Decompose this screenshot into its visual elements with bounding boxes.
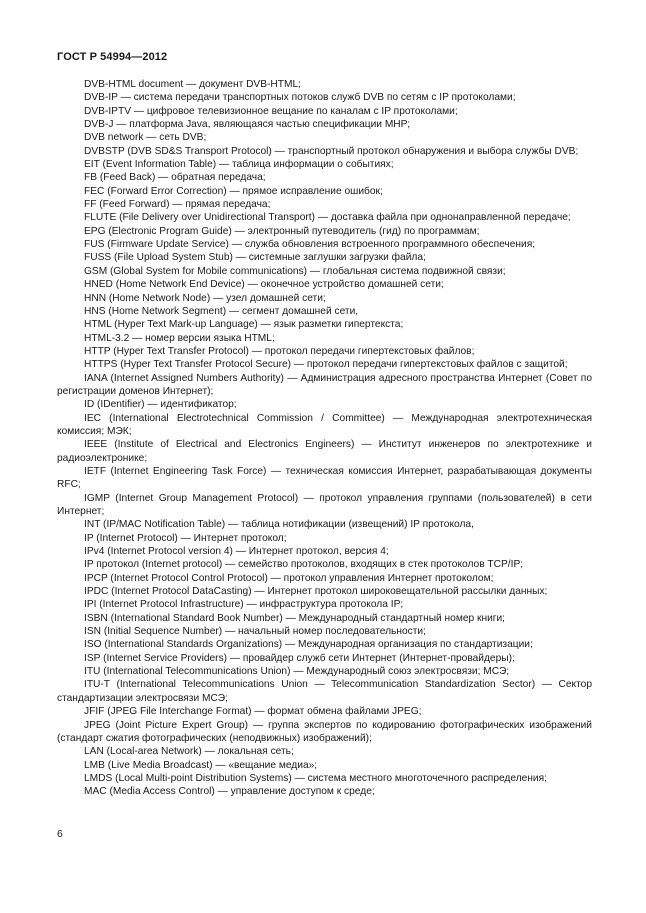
abbreviation-entry: DVB-J — платформа Java, являющаяся частью спецификации МНР; — [84, 119, 411, 131]
abbreviation-entry: HTML (Hyper Text Mark-up Language) — язык разметки гипертекста; — [84, 319, 404, 331]
abbreviation-entry: EIT (Event Information Table) — таблица информации о событиях; — [84, 159, 394, 171]
abbreviation-entry: HTTP (Hyper Text Transfer Protocol) — протокол передачи гипертекстовых файлов; — [84, 345, 475, 357]
abbreviation-entry: LAN (Local-area Network) — локальная сеть; — [84, 746, 294, 758]
abbreviation-entry: HTTPS (Hyper Text Transfer Protocol Secure) — протокол передачи гипертекстовых файлов с защитой; — [84, 359, 568, 371]
abbreviation-entry: FEC (Forward Error Correction) — прямое исправление ошибок; — [84, 185, 383, 197]
page-number: 6 — [57, 828, 63, 840]
abbreviation-entry: DVB network — сеть DVB; — [84, 132, 207, 144]
abbreviation-entry: DVB-HTML document — документ DVB-HTML; — [84, 79, 301, 90]
abbreviation-entry: HNED (Home Network End Device) — оконечное устройство домашней сети; — [84, 279, 444, 291]
abbreviation-entry: IEEE (Institute of Electrical and Electronics Engineers) — Институт инженеров по электротехнике и радиоэлектронике; — [57, 439, 592, 464]
abbreviation-entry: MAC (Media Access Control) — управление доступом к среде; — [84, 786, 375, 798]
abbreviation-entry: FLUTE (File Delivery over Unidirectional Transport) — доставка файла при однонаправленной передаче; — [84, 212, 571, 224]
abbreviation-entry: IPCP (Internet Protocol Control Protocol) — протокол управления Интернет протоколом; — [84, 572, 494, 584]
abbreviation-entry: IP (Internet Protocol) — Интернет протокол; — [84, 532, 287, 544]
standard-header: ГОСТ Р 54994—2012 — [57, 51, 168, 63]
abbreviation-entry: ITU-T (International Telecommunications Union — Telecommunication Standardization Sector) — Сектор стандартизации электросвязи МСЭ; — [57, 679, 592, 704]
abbreviation-entry: ID (IDentifier) — идентификатор; — [84, 399, 237, 411]
abbreviation-entry: ISBN (International Standard Book Number) — Международный стандартный номер книги; — [84, 612, 506, 624]
abbreviations-list — [57, 78, 592, 799]
abbreviation-entry: LMDS (Local Multi-point Distribution Systems) — система местного многоточечного распределения; — [84, 772, 547, 784]
abbreviation-entry: DVB-IPTV — цифровое телевизионное вещание по каналам с IP протоколами; — [84, 105, 458, 117]
abbreviation-entry: IPDC (Internet Protocol DataCasting) — Интернет протокол широковещательной рассылки данных; — [84, 586, 548, 598]
abbreviation-entry: JFIF (JPEG File Interchange Format) — формат обмена файлами JPEG; — [84, 706, 422, 718]
abbreviation-entry: INT (IP/MAC Notification Table) — таблица нотификации (извещений) IP протокола, — [84, 519, 474, 531]
abbreviation-entry: ITU (International Telecommunications Union) — Международный союз электросвязи; МСЭ; — [84, 666, 510, 678]
abbreviation-entry: ISN (Initial Sequence Number) — начальный номер последовательности; — [84, 626, 426, 638]
abbreviation-entry: JPEG (Joint Picture Expert Group) — группа экспертов по кодированию фотографических изображений (стандарт сжатия фотографических (неподвижных) изображений); — [57, 719, 592, 744]
abbreviation-entry: IANA (Internet Assigned Numbers Authority) — Администрация адресного пространства Интернет (Совет по регистрации доменов Интернет); — [57, 372, 592, 397]
abbreviation-entry: HTML-3.2 — номер версии языка HTML; — [84, 332, 275, 344]
abbreviation-entry: FUS (Firmware Update Service) — служба обновления встроенного программного обеспечения; — [84, 239, 536, 251]
abbreviation-entry: FUSS (File Upload System Stub) — системные заглушки загрузки файла; — [84, 252, 426, 264]
abbreviation-entry: GSM (Global System for Mobile communications) — глобальная система подвижной связи; — [84, 265, 506, 277]
abbreviation-entry: FF (Feed Forward) — прямая передача; — [84, 199, 271, 211]
abbreviation-entry: DVB-IP — система передачи транспортных потоков служб DVB по сетям с IP протоколами; — [84, 92, 516, 104]
abbreviation-entry: LMB (Live Media Broadcast) — «вещание медиа»; — [84, 759, 318, 771]
abbreviation-entry: HNS (Home Network Segment) — сегмент домашней сети, — [84, 305, 359, 317]
abbreviation-entry: IETF (Internet Engineering Task Force) — техническая комиссия Интернет, разрабатывающая документы RFC; — [57, 465, 592, 491]
abbreviation-entry: EPG (Electronic Program Guide) — электронный путеводитель (гид) по программам; — [84, 225, 480, 237]
abbreviation-entry: ISO (International Standards Organizations) — Международная организация по стандартизации; — [84, 639, 533, 651]
abbreviation-entry: IP протокол (Internet protocol) — семейство протоколов, входящих в стек протоколов TCP/IP; — [84, 559, 524, 571]
abbreviation-entry: IPI (Internet Protocol Infrastructure) — инфраструктура протокола IP; — [84, 599, 404, 611]
abbreviation-entry: DVBSTP (DVB SD&S Transport Protocol) — транспортный протокол обнаружения и выбора службы DVB; — [84, 145, 579, 157]
abbreviation-entry: IGMP (Internet Group Management Protocol) — протокол управления группами (пользователей) в сети Интернет; — [57, 492, 592, 517]
abbreviation-entry: HNN (Home Network Node) — узел домашней сети; — [84, 292, 326, 304]
abbreviation-entry: IPv4 (Internet Protocol version 4) — Интернет протокол, версия 4; — [84, 546, 389, 558]
abbreviation-entry: ISP (Internet Service Providers) — провайдер служб сети Интернет (Интернет-провайдеры); — [84, 652, 515, 664]
abbreviation-entry: IEC (International Electrotechnical Commission / Committee) — Международная электротехническая комиссия; МЭК; — [57, 412, 592, 437]
abbreviation-entry: FB (Feed Back) — обратная передача; — [84, 172, 266, 184]
